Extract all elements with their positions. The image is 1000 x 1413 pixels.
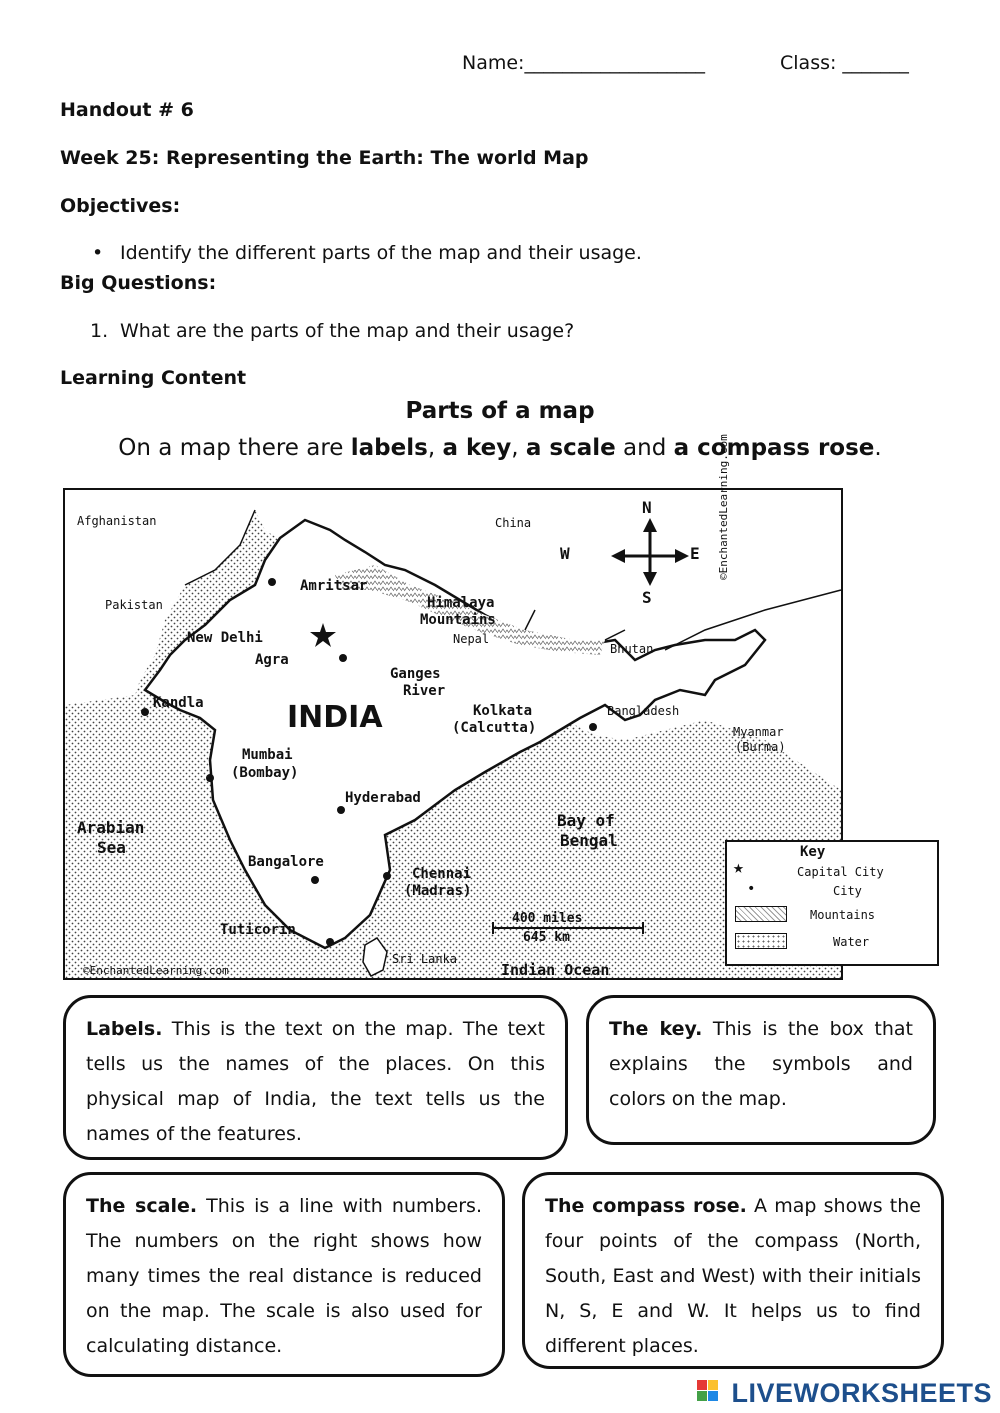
- class-field: Class: _______: [780, 52, 909, 74]
- label-kandla: Kandla: [153, 695, 204, 711]
- city-dot-chennai: [383, 872, 391, 880]
- copyright-bottom: ©EnchantedLearning.com: [83, 964, 229, 977]
- label-mumbai: Mumbai: [242, 747, 293, 763]
- label-pakistan: Pakistan: [105, 598, 163, 612]
- labels-box: [63, 995, 568, 1160]
- label-indian-ocean: Indian Ocean: [501, 961, 610, 979]
- compass-w: W: [560, 544, 570, 563]
- compass-title: The compass rose.: [545, 1195, 747, 1217]
- compass-n: N: [642, 498, 652, 517]
- label-nepal: Nepal: [453, 632, 490, 646]
- intro-labels: labels: [350, 435, 428, 461]
- bullet: •: [92, 242, 104, 264]
- question-number: 1.: [90, 320, 109, 342]
- label-arabian: Arabian: [77, 818, 145, 837]
- city-dot-agra: [339, 654, 347, 662]
- label-chennai: Chennai: [412, 866, 472, 882]
- liveworksheets-logo-icon: [697, 1380, 719, 1402]
- labels-title: Labels.: [86, 1018, 163, 1040]
- name-field: Name:___________________: [462, 52, 705, 74]
- label-hyderabad: Hyderabad: [345, 790, 421, 806]
- city-dot-kolkata: [589, 723, 597, 731]
- city-dot-tuticorin: [326, 938, 334, 946]
- label-sri-lanka: Sri Lanka: [392, 952, 458, 966]
- key-star-icon: ★: [733, 857, 744, 878]
- intro-sentence: [0, 435, 1000, 461]
- key-mountains: Mountains: [810, 908, 876, 922]
- intro-sep: ,: [427, 435, 443, 461]
- key-text: This is the box that explains the symbols and colors on the map.: [609, 1018, 914, 1110]
- key-mountains-swatch: [735, 906, 787, 922]
- key-city: City: [833, 884, 862, 898]
- compass-text: A map shows the four points of the compass (North, South, East and West) with their initials N, S, E and W. It helps us to find different places.: [545, 1195, 921, 1357]
- handout-number: Handout # 6: [60, 99, 194, 121]
- scale-box: [63, 1172, 505, 1377]
- label-calcutta: (Calcutta): [452, 720, 537, 736]
- label-river: River: [403, 683, 446, 699]
- label-bay-of: Bay of: [557, 811, 615, 830]
- label-bengal: Bengal: [560, 831, 618, 850]
- intro-sep: ,: [511, 435, 526, 461]
- scale-text: This is a line with numbers. The numbers on the right shows how many times the real distance is reduced on the map. The scale is also used for calculating distance.: [86, 1195, 482, 1357]
- label-mountains: Mountains: [420, 612, 496, 628]
- label-bangalore: Bangalore: [248, 854, 324, 870]
- city-dot-kandla: [141, 708, 149, 716]
- compass-e: E: [690, 544, 700, 563]
- label-kolkata: Kolkata: [473, 703, 533, 719]
- key-title: Key: [800, 844, 826, 860]
- label-agra: Agra: [255, 652, 289, 668]
- label-madras: (Madras): [404, 883, 472, 899]
- label-sea: Sea: [97, 838, 126, 857]
- city-dot-mumbai: [206, 774, 214, 782]
- label-bombay: (Bombay): [231, 765, 299, 781]
- question-item: What are the parts of the map and their usage?: [120, 320, 575, 342]
- compass-box: [522, 1172, 944, 1369]
- key-water-swatch: [735, 933, 787, 949]
- week-title: Week 25: Representing the Earth: The world Map: [60, 147, 589, 169]
- label-ganges: Ganges: [390, 666, 441, 682]
- intro-compass: a compass rose: [673, 435, 875, 461]
- intro-text: On a map there are: [118, 435, 351, 461]
- label-afghanistan: Afghanistan: [77, 514, 157, 528]
- label-china: China: [495, 516, 532, 530]
- label-tuticorin: Tuticorin: [220, 922, 296, 938]
- intro-and: and: [615, 435, 674, 461]
- label-amritsar: Amritsar: [300, 578, 368, 594]
- compass-s: S: [642, 588, 652, 607]
- label-new-delhi: New Delhi: [187, 630, 263, 646]
- parts-title: Parts of a map: [405, 398, 595, 424]
- big-questions-heading: Big Questions:: [60, 272, 217, 294]
- label-bhutan: Bhutan: [610, 642, 654, 656]
- key-box: [586, 995, 936, 1145]
- key-title-text: The key.: [609, 1018, 703, 1040]
- objectives-heading: Objectives:: [60, 195, 181, 217]
- liveworksheets-logo: LIVEWORKSHEETS: [731, 1378, 992, 1408]
- label-himalaya: Himalaya: [427, 595, 495, 611]
- copyright-side: ©EnchantedLearning.com: [717, 434, 730, 580]
- label-burma: (Burma): [735, 740, 786, 754]
- intro-scale: a scale: [525, 435, 616, 461]
- scale-km: 645 km: [523, 930, 570, 945]
- city-dot-bangalore: [311, 876, 319, 884]
- objective-item: Identify the different parts of the map and their usage.: [120, 242, 642, 264]
- learning-content-heading: Learning Content: [60, 367, 247, 389]
- scale-title: The scale.: [86, 1195, 198, 1217]
- label-myanmar: Myanmar: [733, 725, 784, 739]
- key-water: Water: [833, 935, 870, 949]
- intro-key: a key: [442, 435, 512, 461]
- key-dot-icon: •: [747, 881, 756, 897]
- label-bangladesh: Bangladesh: [607, 704, 680, 718]
- labels-text: This is the text on the map. The text tells us the names of the places. On this physical map of India, the text tells us the names of the features.: [86, 1018, 545, 1145]
- city-dot-amritsar: [268, 578, 276, 586]
- intro-period: .: [874, 435, 882, 461]
- label-india: INDIA: [287, 700, 383, 735]
- city-dot-hyderabad: [337, 806, 345, 814]
- key-capital: Capital City: [797, 865, 884, 879]
- scale-miles: 400 miles: [512, 911, 583, 926]
